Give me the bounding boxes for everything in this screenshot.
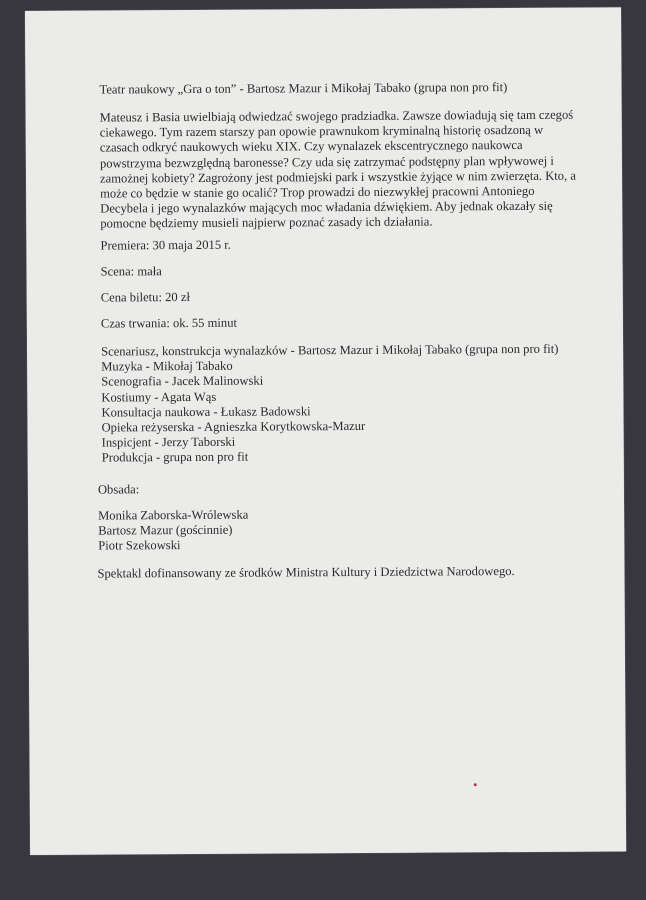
description-line: Decybela i jego wynalazków mających moc władania dźwiękiem. Aby jednak okazały się [100, 198, 553, 216]
cast-member: Monika Zaborska-Wrólewska [98, 507, 249, 523]
scanned-page [25, 7, 626, 855]
duration-info: Czas trwania: ok. 55 minut [100, 315, 238, 331]
description-line: ciekawego. Tym razem starszy pan opowie prawnukom kryminalną historię osadzoną w [99, 123, 544, 140]
description-line: może co będzie w stanie go ocalić? Trop prowadzi do niezwykłej pracowni Antoniego [100, 183, 535, 201]
premiere-info: Premiera: 30 maja 2015 r. [100, 237, 231, 253]
credit-line: Scenografia - Jacek Malinowski [101, 373, 264, 389]
stage-info: Scena: mała [100, 264, 162, 279]
description-line: powstrzyma bezwzględną baronesse? Czy uda się zatrzymać podstępny plan wpływowej i [99, 153, 554, 171]
document-title: Teatr naukowy „Gra o ton” - Bartosz Mazur i Mikołaj Tabako (grupa non pro fit) [99, 80, 508, 97]
description-line: Mateusz i Basia uwielbiają odwiedzać swojego pradziadka. Zawsze dowiadują się tam czegoś [99, 107, 574, 125]
red-ink-dot [474, 783, 477, 786]
credit-line: Kostiumy - Agata Wąs [101, 389, 217, 405]
description-paragraph [100, 108, 577, 233]
credit-line: Produkcja - grupa non pro fit [101, 450, 249, 465]
cast-list [98, 508, 249, 555]
credit-line: Opieka reżyserska - Agnieszka Korytkowska-Mazur [101, 418, 366, 435]
credit-line: Muzyka - Mikołaj Tabako [101, 358, 233, 374]
cast-member: Bartosz Mazur (gościnnie) [98, 522, 233, 538]
description-line: zamożnej kobiety? Zagrożony jest podmiejski park i wszystkie żyjące w nim zwierzęta. Kto, a [99, 168, 577, 186]
funding-note: Spektakl dofinansowany ze środków Ministra Kultury i Dziedzictwa Narodowego. [97, 564, 515, 581]
credit-line: Scenariusz, konstrukcja wynalazków - Bartosz Mazur i Mikołaj Tabako (grupa non pro fit) [101, 341, 559, 359]
ticket-price-info: Cena biletu: 20 zł [100, 289, 190, 305]
credit-line: Inspicjent - Jerzy Taborski [101, 434, 236, 450]
cast-member: Piotr Szekowski [98, 538, 181, 553]
credit-line: Konsultacja naukowa - Łukasz Badowski [101, 404, 311, 420]
cast-heading: Obsada: [97, 482, 140, 497]
description-line: czasach odkryć naukowych wieku XIX. Czy wynalazek ekscentrycznego naukowca [99, 138, 523, 155]
credits-list [101, 342, 559, 466]
description-line: pomocne będziemy musieli najpierw poznać zasady ich działania. [100, 214, 433, 231]
